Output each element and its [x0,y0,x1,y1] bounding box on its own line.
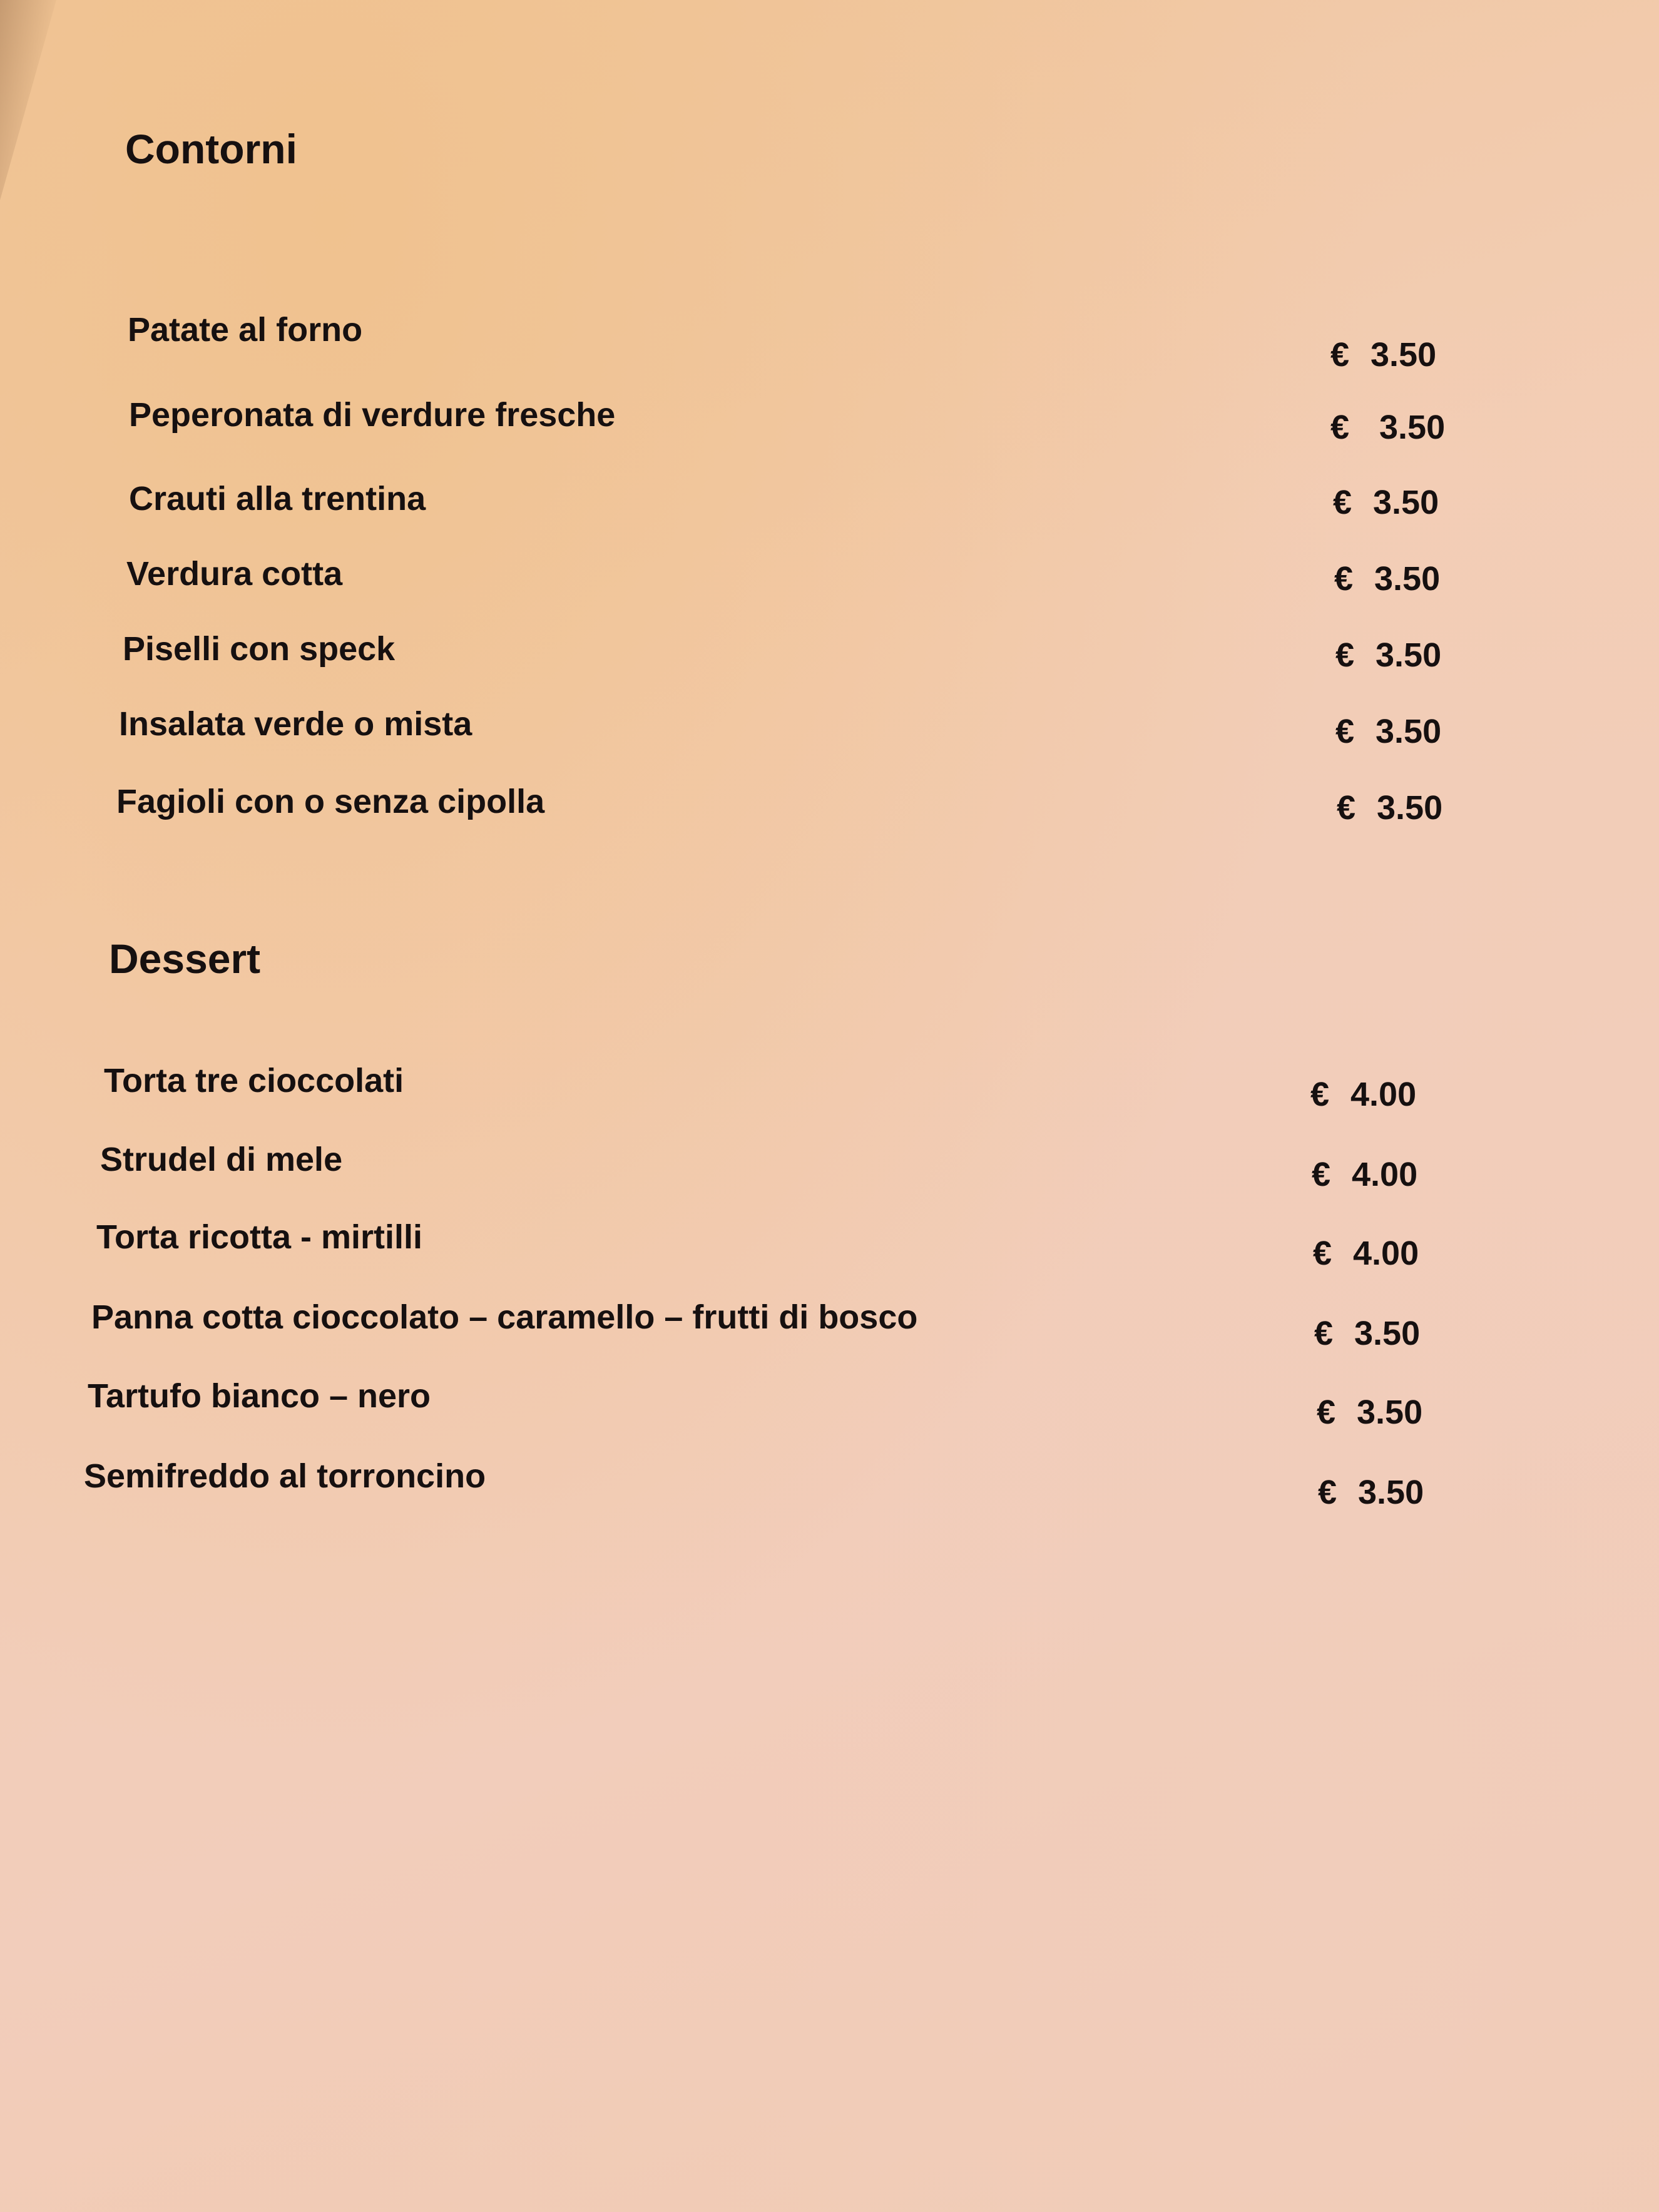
item-name: Fagioli con o senza cipolla [116,783,545,820]
item-name: Torta tre cioccolati [104,1062,404,1099]
item-price: € 3.50 [1330,409,1446,446]
item-name: Verdura cotta [126,555,343,593]
item-name: Strudel di mele [100,1141,343,1178]
item-name: Crauti alla trentina [129,480,426,517]
item-price: € 3.50 [1318,1474,1424,1511]
item-price: € 3.50 [1317,1394,1423,1431]
item-name: Insalata verde o mista [119,705,472,743]
item-name: Torta ricotta - mirtilli [96,1218,423,1256]
item-price: € 3.50 [1335,636,1442,674]
item-name: Panna cotta cioccolato – caramello – frutti di bosco [91,1298,918,1336]
item-name: Semifreddo al torroncino [84,1457,486,1495]
item-name: Tartufo bianco – nero [88,1377,431,1415]
item-name: Piselli con speck [123,630,396,668]
item-name: Patate al forno [128,311,363,349]
item-price: € 3.50 [1335,713,1442,750]
item-price: € 4.00 [1313,1235,1419,1272]
item-price: € 3.50 [1330,336,1437,374]
item-price: € 3.50 [1333,484,1439,521]
section-title-dessert: Dessert [109,935,261,982]
item-name: Peperonata di verdure fresche [129,396,616,434]
item-price: € 3.50 [1337,789,1443,827]
item-price: € 3.50 [1334,560,1441,598]
item-price: € 4.00 [1310,1076,1417,1113]
section-title-contorni: Contorni [125,126,297,172]
item-price: € 4.00 [1312,1156,1418,1193]
item-price: € 3.50 [1314,1315,1421,1352]
